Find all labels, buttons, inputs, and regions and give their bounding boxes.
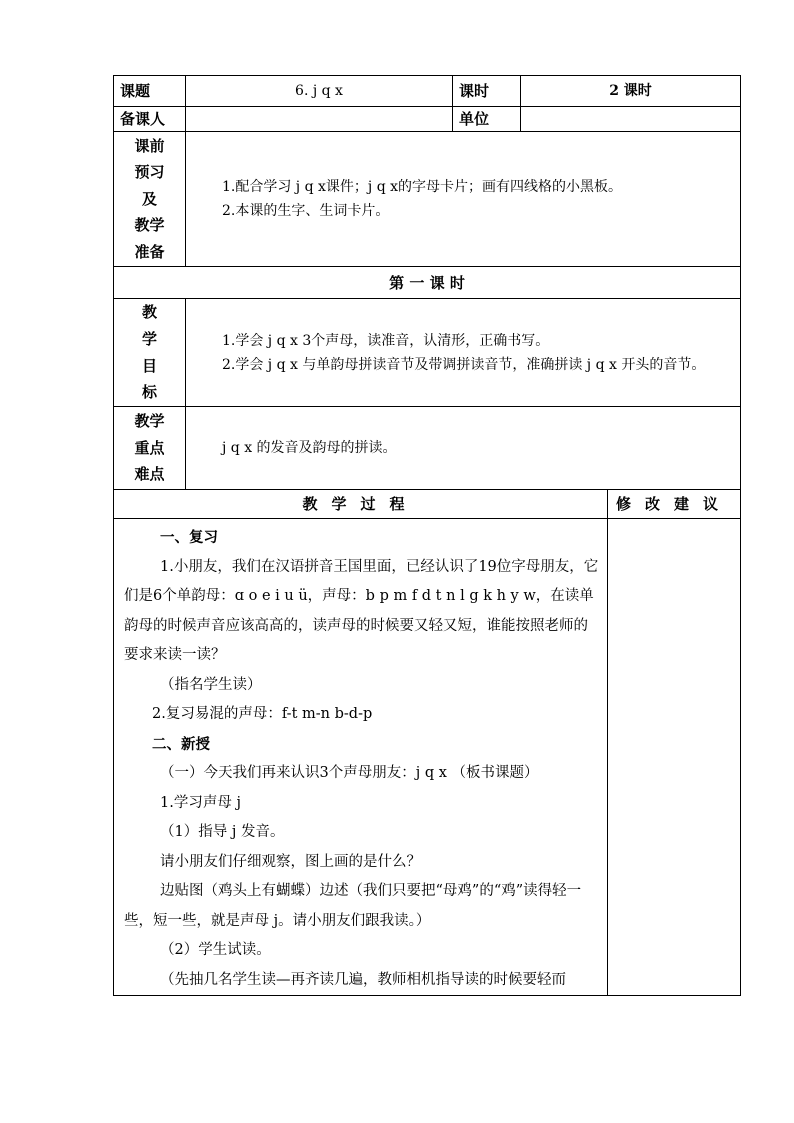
process-content — [114, 519, 608, 996]
process-paragraph: 1.学习声母 j — [160, 794, 241, 811]
header-row-preparer — [114, 107, 741, 132]
process-paragraph: （指名学生读） — [160, 676, 262, 693]
goal-item: 1.学会 j q x 3个声母，读准音，认清形，正确书写。 — [222, 332, 550, 349]
keypoints-content — [186, 407, 741, 490]
revision-content — [608, 519, 741, 996]
goals-label: 教 学 目 标 — [114, 299, 186, 407]
process-header: 教学过程 — [114, 490, 608, 519]
hours-value: 2 课时 — [521, 76, 741, 107]
preview-item: 2.本课的生字、生词卡片。 — [222, 203, 390, 219]
keypoints-label: 教学 重点 难点 — [114, 407, 186, 490]
section-title: 第 一 课 时 — [114, 267, 741, 299]
revision-header: 修改建议 — [608, 490, 741, 519]
process-paragraph: 2.复习易混的声母：f-t m-n b-d-p — [152, 706, 373, 722]
preview-item: 1.配合学习 j q x课件；j q x的字母卡片；画有四线格的小黑板。 — [222, 179, 623, 195]
process-paragraph: 请小朋友们仔细观察，图上画的是什么？ — [160, 853, 421, 870]
process-paragraph: 1.小朋友，我们在汉语拼音王国里面，已经认识了19位字母朋友，它们是6个单韵母：ɑ o e i u ü，声母：b p m f d t n l g k h y w，在读单韵母的时候声音应该高高的，读声母的时候要又轻又短，谁能按照老师的要求来读一读？ — [124, 558, 599, 663]
process-heading: 一、复习 — [160, 529, 218, 546]
topic-label: 课题 — [114, 76, 186, 107]
process-heading: 二、新授 — [152, 735, 210, 753]
hours-label: 课时 — [453, 76, 521, 107]
lesson-plan-table — [113, 75, 741, 996]
preview-content — [186, 132, 741, 267]
preview-label: 课前 预习 及 教学 准备 — [114, 132, 186, 267]
unit-label: 单位 — [453, 107, 521, 132]
goal-item: 2.学会 j q x 与单韵母拼读音节及带调拼读音节，准确拼读 j q x 开头的音节。 — [222, 356, 706, 373]
section-title-row — [114, 267, 741, 299]
topic-value: 6. j q x — [186, 76, 453, 107]
process-row — [114, 519, 741, 996]
process-header-row — [114, 490, 741, 519]
keypoints-text: j q x 的发音及韵母的拼读。 — [222, 440, 397, 456]
goals-row — [114, 299, 741, 407]
keypoints-row — [114, 407, 741, 490]
process-paragraph: 边贴图（鸡头上有蝴蝶）边述（我们只要把“母鸡”的“鸡”读得轻一些，短一些，就是声母 j。请小朋友们跟我读。） — [124, 883, 582, 929]
process-paragraph: （先抽几名学生读—再齐读几遍，教师相机指导读的时候要轻而 — [160, 971, 566, 988]
preview-row — [114, 132, 741, 267]
process-paragraph: （一）今天我们再来认识3个声母朋友：j q x （板书课题） — [160, 765, 539, 781]
preparer-label: 备课人 — [114, 107, 186, 132]
preparer-value — [186, 107, 453, 132]
process-paragraph: （1）指导 j 发音。 — [160, 824, 285, 840]
process-paragraph: （2）学生试读。 — [160, 942, 271, 958]
unit-value — [521, 107, 741, 132]
header-row-topic — [114, 76, 741, 107]
lesson-plan-page — [113, 75, 740, 996]
goals-content — [186, 299, 741, 407]
